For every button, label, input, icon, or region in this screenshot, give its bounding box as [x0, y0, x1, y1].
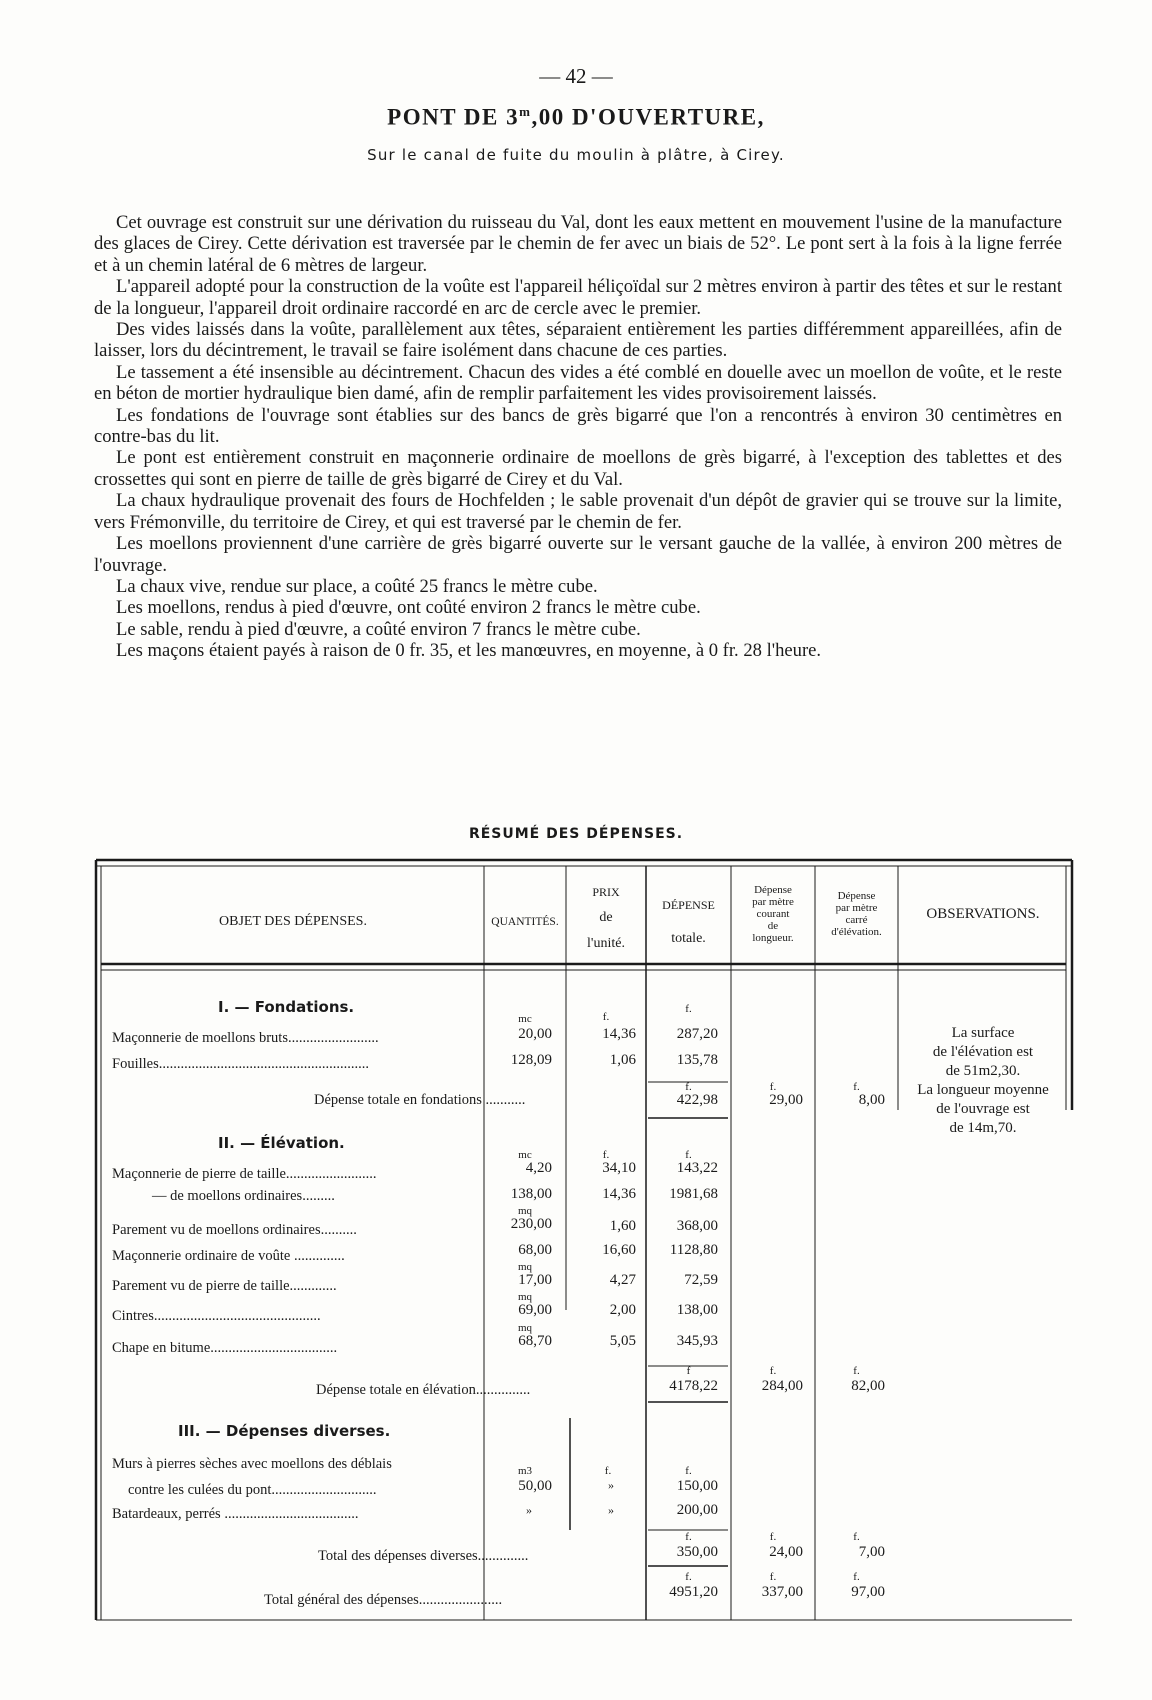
unit-label: f. — [685, 1003, 692, 1015]
paragraph: Le sable, rendu à pied d'œuvre, a coûté environ 7 francs le mètre cube. — [116, 618, 641, 640]
unit-label: f. — [685, 1149, 692, 1161]
unit-label: mq — [517, 1291, 533, 1303]
header-depense-line: totale. — [671, 931, 706, 946]
header-observations: OBSERVATIONS. — [926, 906, 1040, 922]
header-line: longueur. — [752, 932, 794, 944]
unit-label: f. — [602, 1011, 610, 1023]
section-heading-diverses: III. — Dépenses diverses. — [178, 1422, 391, 1440]
subtotal-value: 422,98 — [676, 1092, 718, 1108]
grand-total-per-square: 97,00 — [851, 1584, 885, 1600]
per-metre-value: 24,00 — [769, 1544, 803, 1560]
unit-label: m3 — [517, 1465, 533, 1477]
paragraph: Des vides laissés dans la voûte, parallèlement aux têtes, séparaient entièrement les parties différemment appareillées, afin de laisser, lors du décintrement, le travail se faire isolément dans chacune de ces parties. — [94, 319, 1062, 362]
row-qty: 20,00 — [518, 1026, 552, 1042]
unit-label: f. — [769, 1571, 777, 1583]
row-qty: 17,00 — [518, 1272, 552, 1288]
row-qty: 68,70 — [518, 1333, 552, 1349]
unit-label: f. — [685, 1531, 692, 1543]
page-subtitle: Sur le canal de fuite du moulin à plâtre, à Cirey. — [367, 146, 785, 164]
row-total: 72,59 — [684, 1272, 718, 1288]
header-line: Dépense — [754, 884, 792, 896]
header-prix-line: PRIX — [592, 885, 620, 899]
header-metre-carre — [815, 890, 898, 938]
per-square-value: 82,00 — [851, 1378, 885, 1394]
unit-label: f. — [853, 1365, 860, 1377]
unit-label: f. — [853, 1081, 860, 1093]
subtotal-label: Dépense totale en élévation............... — [316, 1382, 531, 1398]
paragraph: Cet ouvrage est construit sur une dérivation du ruisseau du Val, dont les eaux mettent en mouvement l'usine de la manufacture des glaces de Cirey. Cette dérivation est traversée par le chemin de fer avec un biais de 52°. Le pont sert à la fois à la ligne ferrée et à un chemin latéral de 6 mètres de largeur. — [94, 212, 1062, 276]
row-price: 4,27 — [609, 1272, 636, 1288]
unit-label: f. — [604, 1465, 612, 1477]
row-price: 14,36 — [602, 1186, 636, 1202]
row-total: 1128,80 — [669, 1242, 718, 1258]
row-qty: 230,00 — [510, 1216, 552, 1232]
unit-label: f. — [769, 1365, 777, 1377]
unit-label: f. — [769, 1081, 777, 1093]
per-square-value: 7,00 — [858, 1544, 885, 1560]
row-label: Parement vu de moellons ordinaires.......... — [112, 1222, 357, 1238]
row-label: Maçonnerie ordinaire de voûte .............. — [112, 1248, 345, 1264]
row-total: 368,00 — [676, 1218, 718, 1234]
row-price: 34,10 — [602, 1160, 636, 1176]
row-price: 16,60 — [602, 1242, 636, 1258]
unit-label: mq — [517, 1205, 533, 1217]
grand-total-per-metre: 337,00 — [761, 1584, 803, 1600]
header-quantites: QUANTITÉS. — [491, 916, 559, 928]
subtotal-label: Dépense totale en fondations ........... — [314, 1092, 526, 1108]
row-price: » — [608, 1503, 614, 1517]
per-metre-value: 284,00 — [761, 1378, 803, 1394]
section-heading-fondations: I. — Fondations. — [218, 998, 355, 1016]
paragraph: Les moellons, rendus à pied d'œuvre, ont coûté environ 2 francs le mètre cube. — [116, 597, 701, 619]
header-depense-totale — [646, 895, 731, 949]
title-main: PONT DE 3 — [387, 104, 520, 130]
row-label: Murs à pierres sèches avec moellons des déblais — [112, 1456, 392, 1472]
row-qty: » — [526, 1503, 532, 1517]
header-line: courant — [756, 908, 790, 920]
header-line: carré — [845, 914, 868, 926]
observation-line: de 14m,70. — [949, 1120, 1017, 1136]
row-label: — de moellons ordinaires......... — [152, 1188, 335, 1204]
section-heading-elevation: II. — Élévation. — [218, 1134, 345, 1152]
observation-line: La longueur moyenne — [917, 1082, 1049, 1098]
unit-label: f. — [685, 1081, 692, 1093]
row-qty: 128,09 — [510, 1052, 552, 1068]
row-total: 135,78 — [676, 1052, 718, 1068]
row-total: 287,20 — [676, 1026, 718, 1042]
row-qty: 4,20 — [525, 1160, 552, 1176]
row-price: 1,06 — [609, 1052, 636, 1068]
header-line: de — [767, 920, 779, 932]
header-prix — [566, 882, 646, 954]
paragraph: Le tassement a été insensible au décintrement. Chacun des vides a été comblé en douelle avec un moellon de voûte, et le reste en béton de mortier hydraulique bien damé, afin de remplir parfaitement les vides provisoirement laissés. — [94, 361, 1062, 405]
per-metre-value: 29,00 — [769, 1092, 803, 1108]
header-prix-line: l'unité. — [587, 936, 625, 951]
row-total: 138,00 — [676, 1302, 718, 1318]
row-price: 1,60 — [609, 1218, 636, 1234]
observation-line: de l'élévation est — [932, 1044, 1034, 1060]
row-label: Chape en bitume................................... — [112, 1340, 338, 1356]
paragraph: La chaux vive, rendue sur place, a coûté 25 francs le mètre cube. — [116, 575, 598, 597]
unit-label: mc — [518, 1013, 532, 1025]
per-square-value: 8,00 — [858, 1092, 885, 1108]
row-total: 150,00 — [676, 1478, 718, 1494]
row-total: 1981,68 — [669, 1186, 718, 1202]
observations-text — [898, 1024, 1068, 1138]
row-price: 2,00 — [609, 1302, 636, 1318]
table-title: RÉSUMÉ DES DÉPENSES. — [468, 826, 684, 842]
row-qty: 68,00 — [518, 1242, 552, 1258]
row-price: 5,05 — [609, 1333, 636, 1349]
subtotal-value: 350,00 — [676, 1544, 718, 1560]
row-label: Fouilles.......................................................... — [112, 1056, 369, 1072]
header-line: d'élévation. — [831, 926, 882, 938]
header-line: Dépense — [837, 890, 876, 902]
unit-label: mc — [518, 1149, 532, 1161]
observation-line: La surface — [951, 1025, 1015, 1041]
unit-label: f — [686, 1365, 691, 1377]
row-total: 143,22 — [676, 1160, 718, 1176]
grand-total-value: 4951,20 — [669, 1584, 718, 1600]
unit-label: f. — [685, 1465, 692, 1477]
row-label: Parement vu de pierre de taille............. — [112, 1278, 337, 1294]
row-label: Maçonnerie de pierre de taille......................... — [112, 1166, 377, 1182]
row-total: 200,00 — [676, 1502, 718, 1518]
grand-total-label: Total général des dépenses....................... — [264, 1592, 503, 1608]
unit-label: f. — [685, 1571, 692, 1583]
header-depense-line: DÉPENSE — [662, 898, 715, 912]
row-total: 345,93 — [676, 1333, 718, 1349]
row-label: Batardeaux, perrés ..................................... — [112, 1506, 359, 1522]
unit-label: f. — [853, 1531, 860, 1543]
header-prix-line: de — [599, 910, 613, 925]
unit-label: f. — [769, 1531, 777, 1543]
header-objet: OBJET DES DÉPENSES. — [219, 914, 367, 929]
header-line: par mètre — [752, 896, 794, 908]
row-label: Maçonnerie de moellons bruts......................... — [112, 1030, 379, 1046]
observation-line: de 51m2,30. — [945, 1063, 1021, 1079]
row-qty: 69,00 — [518, 1302, 552, 1318]
title-rest: ,00 D'OUVERTURE, — [531, 104, 765, 130]
unit-label: mq — [517, 1322, 533, 1334]
row-qty: 50,00 — [518, 1478, 552, 1494]
paragraph: L'appareil adopté pour la construction de la voûte est l'appareil héliçoïdal sur 2 mètres environ à partir des têtes et sur le restant de la longueur, l'appareil droit ordinaire raccordé en arc de cercle avec le premier. — [94, 276, 1062, 319]
row-price: 14,36 — [602, 1026, 636, 1042]
paragraph: Le pont est entièrement construit en maçonnerie ordinaire de moellons de grès bigarré, à l'exception des tablettes et des crossettes qui sont en pierre de taille de grès bigarré de Cirey et du Val. — [94, 447, 1062, 490]
paragraph: Les fondations de l'ouvrage sont établies sur des bancs de grès bigarré que l'on a rencontrés à environ 30 centimètres en contre-bas du lit. — [94, 404, 1062, 448]
paragraph: Les moellons proviennent d'une carrière de grès bigarré ouverte sur le versant gauche de la vallée, à environ 200 mètres de l'ouvrage. — [94, 533, 1062, 576]
unit-label: mq — [517, 1261, 533, 1273]
header-line: par mètre — [835, 902, 878, 914]
title-superscript: m — [519, 104, 532, 119]
row-qty: 138,00 — [510, 1186, 552, 1202]
unit-label: f. — [602, 1149, 610, 1161]
subtotal-value: 4178,22 — [669, 1378, 718, 1394]
paragraph: La chaux hydraulique provenait des fours de Hochfelden ; le sable provenait d'un dépôt de gravier qui se trouve sur la limite, vers Frémonville, du territoire de Cirey, et qui est traversé par le chemin de fer. — [94, 490, 1062, 533]
row-label: Cintres.............................................. — [112, 1308, 321, 1324]
paragraph: Les maçons étaient payés à raison de 0 fr. 35, et les manœuvres, en moyenne, à 0 fr. 28 l'heure. — [116, 640, 822, 662]
subtotal-label: Total des dépenses diverses.............. — [318, 1548, 529, 1564]
observation-line: de l'ouvrage est — [936, 1101, 1030, 1117]
header-metre-courant — [731, 884, 815, 944]
row-price: » — [608, 1478, 614, 1492]
page-number: — 42 — — [539, 64, 613, 88]
row-label: contre les culées du pont............................. — [128, 1482, 377, 1498]
unit-label: f. — [853, 1571, 860, 1583]
